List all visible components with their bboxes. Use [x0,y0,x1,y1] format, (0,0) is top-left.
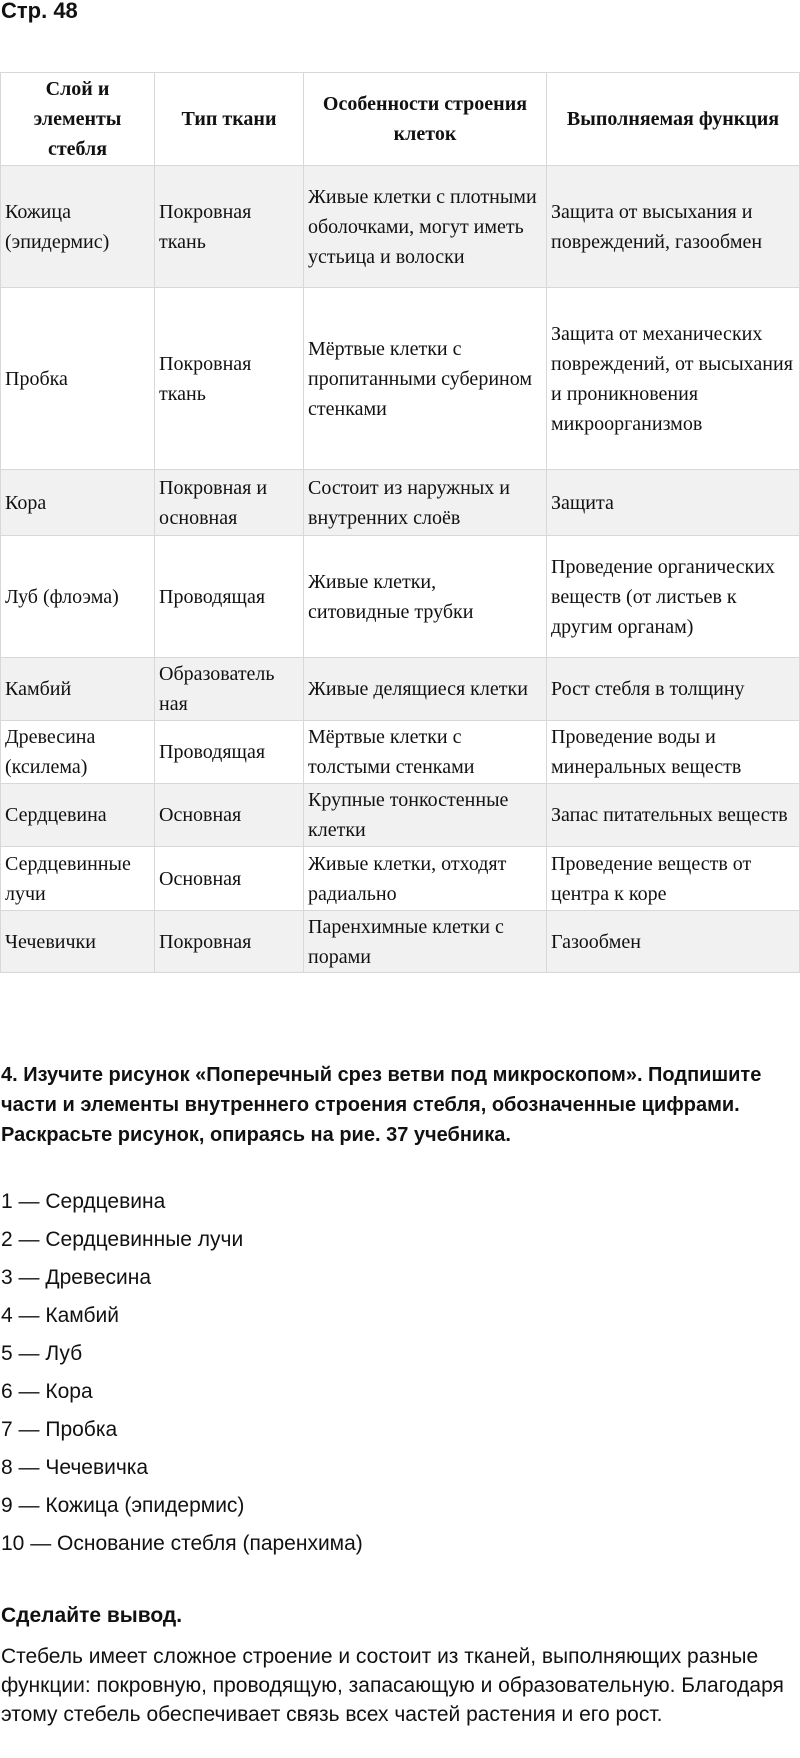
table-cell: Древесина (ксилема) [1,721,155,784]
table-cell: Паренхимные клетки с порами [304,911,547,973]
list-item: 3 — Древесина [1,1266,152,1289]
list-item: 7 — Пробка [1,1418,118,1441]
table-cell: Защита [547,470,800,536]
list-item: 1 — Сердцевина [1,1190,166,1213]
table-cell: Состоит из наружных и внутренних слоёв [304,470,547,536]
table-cell: Основная [155,847,304,911]
page-number: Стр. 48 [1,0,78,23]
table-cell: Живые делящиеся клетки [304,658,547,721]
list-item: 2 — Сердцевинные лучи [1,1228,244,1251]
column-header-layer: Слой и элементы стебля [1,73,155,166]
table-cell: Живые клетки, ситовидные трубки [304,536,547,658]
table-cell: Крупные тонкостенные клетки [304,784,547,847]
list-item: 10 — Основание стебля (паренхима) [1,1532,363,1555]
table-cell: Чечевички [1,911,155,973]
table-cell: Луб (флоэма) [1,536,155,658]
table-cell: Кора [1,470,155,536]
table-row [1,721,800,784]
table-cell: Газообмен [547,911,800,973]
table-cell: Покровная ткань [155,166,304,288]
list-item: 9 — Кожица (эпидермис) [1,1494,245,1517]
table-cell: Проводящая [155,536,304,658]
table-cell: Кожица (эпидермис) [1,166,155,288]
table-cell: Запас питательных веществ [547,784,800,847]
table-cell: Пробка [1,288,155,470]
conclusion-heading: Сделайте вывод. [1,1604,183,1627]
table-cell: Сердцевина [1,784,155,847]
table-row [1,658,800,721]
table-cell: Проводящая [155,721,304,784]
table-cell: Камбий [1,658,155,721]
table-cell: Живые клетки с плотными оболочками, могут иметь устьица и волоски [304,166,547,288]
table-cell: Сердцевинные лучи [1,847,155,911]
table-row [1,470,800,536]
column-header-cells: Особенности строения клеток [304,73,547,166]
task-heading: 4. Изучите рисунок «Поперечный срез ветви под микроскопом». Подпишите части и элементы внутреннего строения стебля, обозначенные цифрами. Раскрасьте рисунок, опираясь на рие. 37 учебника. [1,1064,762,1146]
table-cell: Покровная и основная [155,470,304,536]
list-item: 8 — Чечевичка [1,1456,149,1479]
table-row [1,784,800,847]
answer-list [1,1183,363,1563]
list-item: 4 — Камбий [1,1304,119,1327]
table-cell: Покровная [155,911,304,973]
stem-structure-table [0,72,800,973]
table-row [1,536,800,658]
list-item: 6 — Кора [1,1380,93,1403]
table-cell: Рост стебля в толщину [547,658,800,721]
list-item: 5 — Луб [1,1342,83,1365]
table-cell: Образователь ная [155,658,304,721]
table-cell: Защита от высыхания и повреждений, газообмен [547,166,800,288]
table-cell: Защита от механических повреждений, от высыхания и проникновения микроорганизмов [547,288,800,470]
column-header-function: Выполняемая функция [547,73,800,166]
table-cell: Покровная ткань [155,288,304,470]
table-row [1,847,800,911]
conclusion-text: Стебель имеет сложное строение и состоит из тканей, выполняющих разные функции: покровную, проводящую, запасающую и образовательную. Благодаря этому стебель обеспечивает связь всех частей растения и его рост. [1,1645,784,1726]
table-cell: Основная [155,784,304,847]
table-row [1,911,800,973]
table-cell: Мёртвые клетки с пропитанными суберином стенками [304,288,547,470]
table-row [1,288,800,470]
table-row [1,166,800,288]
table-cell: Проведение органических веществ (от листьев к другим органам) [547,536,800,658]
table-cell: Проведение веществ от центра к коре [547,847,800,911]
table-cell: Проведение воды и минеральных веществ [547,721,800,784]
table-cell: Живые клетки, отходят радиально [304,847,547,911]
table-cell: Мёртвые клетки с толстыми стенками [304,721,547,784]
column-header-tissue: Тип ткани [155,73,304,166]
